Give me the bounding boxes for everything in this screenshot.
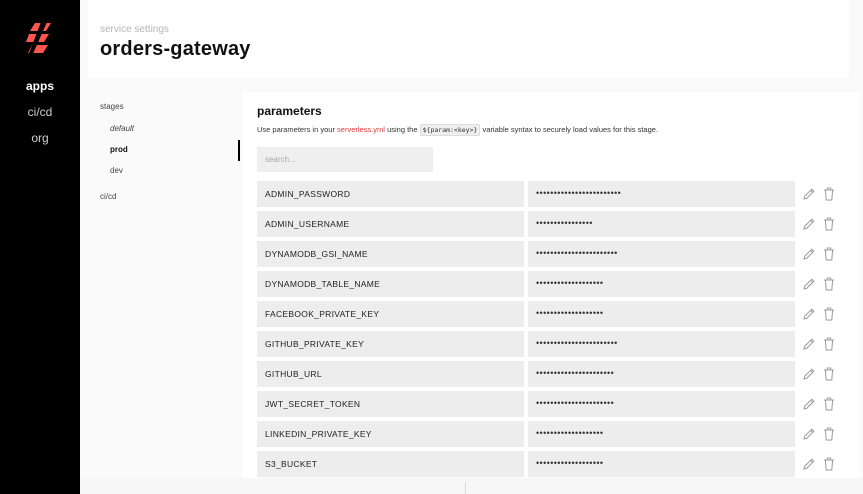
parameter-value-cell[interactable] — [528, 361, 795, 387]
edit-pencil-icon[interactable] — [802, 367, 816, 381]
edit-pencil-icon[interactable] — [802, 427, 816, 441]
description-suffix: variable syntax to securely load values for this stage. — [482, 125, 659, 134]
parameter-row — [257, 301, 857, 327]
search-input[interactable] — [257, 147, 433, 172]
parameter-key-cell[interactable] — [257, 271, 524, 297]
delete-trash-icon[interactable] — [823, 277, 835, 291]
parameter-key: DYNAMODB_GSI_NAME — [265, 249, 368, 259]
delete-trash-icon[interactable] — [823, 337, 835, 351]
edit-pencil-icon[interactable] — [802, 277, 816, 291]
page-title: orders-gateway — [100, 38, 251, 60]
parameter-value-masked: •••••••••••••••••••••• — [536, 398, 615, 408]
parameter-key: GITHUB_URL — [265, 369, 322, 379]
parameter-key-cell[interactable] — [257, 421, 524, 447]
parameter-key: FACEBOOK_PRIVATE_KEY — [265, 309, 380, 319]
parameter-value-masked: ••••••••••••••••••••••• — [536, 338, 618, 348]
stages-label: stages — [100, 102, 124, 111]
parameter-row — [257, 271, 857, 297]
parameter-key: LINKEDIN_PRIVATE_KEY — [265, 429, 372, 439]
parameter-value-cell[interactable] — [528, 211, 795, 237]
parameter-value-cell[interactable] — [528, 391, 795, 417]
description-prefix: Use parameters in your — [257, 125, 335, 134]
stage-nav-cicd[interactable]: ci/cd — [100, 192, 117, 201]
stage-item-prod[interactable]: prod — [110, 145, 128, 154]
delete-trash-icon[interactable] — [823, 427, 835, 441]
parameter-value-masked: •••••••••••••••• — [536, 218, 593, 228]
delete-trash-icon[interactable] — [823, 397, 835, 411]
nav-cicd[interactable]: ci/cd — [27, 105, 53, 119]
parameters-title: parameters — [257, 104, 322, 118]
parameter-value-masked: •••••••••••••••••••••••• — [536, 188, 622, 198]
parameter-key: GITHUB_PRIVATE_KEY — [265, 339, 365, 349]
parameter-row — [257, 361, 857, 387]
parameter-value-cell[interactable] — [528, 271, 795, 297]
description-mid: using the — [387, 125, 418, 134]
parameter-value-masked: ••••••••••••••••••• — [536, 308, 604, 318]
parameter-value-cell[interactable] — [528, 421, 795, 447]
delete-trash-icon[interactable] — [823, 457, 835, 471]
parameter-key: S3_BUCKET — [265, 459, 318, 469]
parameter-value-masked: ••••••••••••••••••• — [536, 278, 604, 288]
stage-item-default[interactable]: default — [110, 124, 135, 133]
parameter-row — [257, 241, 857, 267]
parameter-key-cell[interactable] — [257, 181, 524, 207]
edit-pencil-icon[interactable] — [802, 217, 816, 231]
parameters-panel — [242, 92, 860, 494]
page-subtitle: service settings — [100, 24, 169, 35]
parameter-row — [257, 421, 857, 447]
parameter-key-cell[interactable] — [257, 361, 524, 387]
parameter-key: ADMIN_USERNAME — [265, 219, 350, 229]
sidebar — [0, 0, 80, 494]
delete-trash-icon[interactable] — [823, 187, 835, 201]
edit-pencil-icon[interactable] — [802, 337, 816, 351]
parameters-description — [257, 125, 658, 134]
parameter-key-cell[interactable] — [257, 241, 524, 267]
parameter-row — [257, 181, 857, 207]
parameter-value-masked: ••••••••••••••••••••••• — [536, 248, 618, 258]
nav-apps[interactable]: apps — [25, 79, 54, 93]
parameter-row — [257, 211, 857, 237]
parameter-row — [257, 331, 857, 357]
parameter-key: JWT_SECRET_TOKEN — [265, 399, 361, 409]
edit-pencil-icon[interactable] — [802, 187, 816, 201]
edit-pencil-icon[interactable] — [802, 247, 816, 261]
parameter-key-cell[interactable] — [257, 331, 524, 357]
nav-org[interactable]: org — [31, 131, 49, 145]
parameter-key-cell[interactable] — [257, 211, 524, 237]
parameter-key: ADMIN_PASSWORD — [265, 189, 351, 199]
parameter-value-cell[interactable] — [528, 301, 795, 327]
active-stage-indicator — [238, 140, 240, 161]
param-syntax-code: ${param:<key>} — [420, 124, 481, 136]
parameter-value-masked: ••••••••••••••••••• — [536, 428, 604, 438]
parameter-value-cell[interactable] — [528, 181, 795, 207]
edit-pencil-icon[interactable] — [802, 397, 816, 411]
page-header — [88, 0, 849, 78]
parameter-key: DYNAMODB_TABLE_NAME — [265, 279, 381, 289]
serverless-yml-link[interactable]: serverless.yml — [337, 125, 385, 134]
stage-nav — [88, 92, 240, 472]
parameter-value-masked: ••••••••••••••••••• — [536, 458, 604, 468]
parameter-key-cell[interactable] — [257, 391, 524, 417]
delete-trash-icon[interactable] — [823, 367, 835, 381]
edit-pencil-icon[interactable] — [802, 457, 816, 471]
delete-trash-icon[interactable] — [823, 217, 835, 231]
parameter-key-cell[interactable] — [257, 301, 524, 327]
footer-divider — [465, 482, 466, 494]
stage-item-dev[interactable]: dev — [110, 166, 123, 175]
edit-pencil-icon[interactable] — [802, 307, 816, 321]
delete-trash-icon[interactable] — [823, 307, 835, 321]
parameter-key-cell[interactable] — [257, 451, 524, 477]
parameter-row — [257, 391, 857, 417]
parameter-value-cell[interactable] — [528, 331, 795, 357]
parameter-value-cell[interactable] — [528, 451, 795, 477]
parameter-value-cell[interactable] — [528, 241, 795, 267]
delete-trash-icon[interactable] — [823, 247, 835, 261]
parameter-value-masked: •••••••••••••••••••••• — [536, 368, 615, 378]
parameter-row — [257, 451, 857, 477]
serverless-logo-icon[interactable] — [26, 22, 52, 56]
footer-strip — [80, 478, 863, 494]
